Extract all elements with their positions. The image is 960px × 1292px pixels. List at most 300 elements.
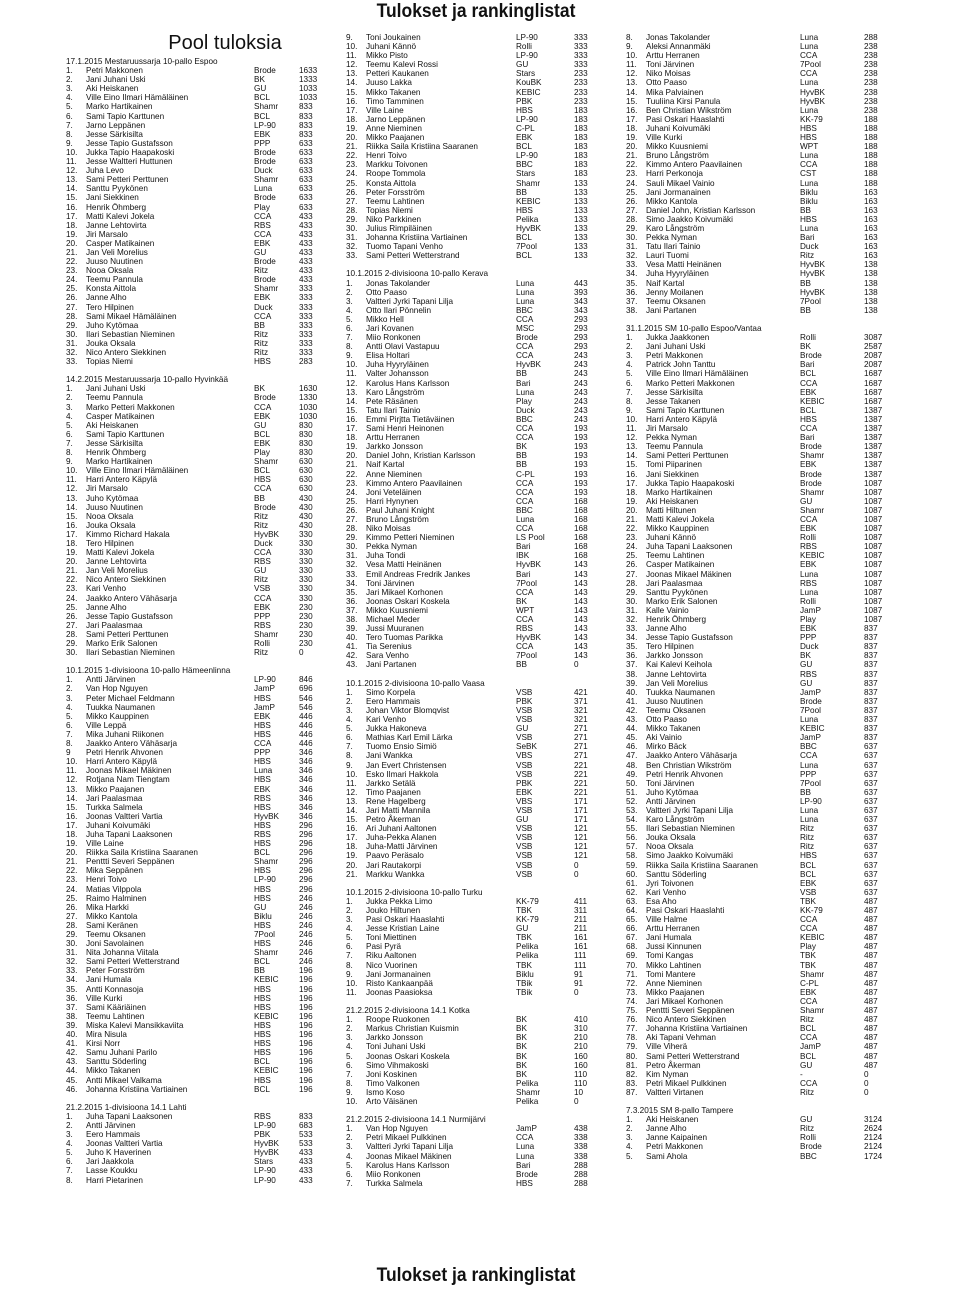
club: KEBIC xyxy=(516,196,541,206)
points: 487 xyxy=(864,951,878,961)
player-name: Antti Konnasoja xyxy=(86,984,144,994)
player-name: Riikka Saila Kristiina Saaranen xyxy=(646,860,758,870)
points: 230 xyxy=(299,639,313,648)
result-row xyxy=(66,230,336,239)
result-row xyxy=(66,821,336,830)
result-row xyxy=(626,1052,896,1061)
result-row xyxy=(346,60,616,69)
rank: 6. xyxy=(346,1169,353,1179)
result-row xyxy=(66,894,336,903)
rank: 68. xyxy=(626,942,638,952)
club: EBK xyxy=(800,524,817,534)
points: 230 xyxy=(299,620,313,630)
rank: 41. xyxy=(66,1039,78,1049)
points: 193 xyxy=(574,469,588,479)
rank: 11. xyxy=(626,60,637,70)
club: KEBIC xyxy=(254,1066,279,1076)
player-name: Aki Heiskanen xyxy=(646,496,699,506)
rank: 17. xyxy=(66,211,78,221)
points: 837 xyxy=(864,633,878,643)
club: Brode xyxy=(800,442,822,452)
club: BCL xyxy=(254,466,270,476)
rank: 15. xyxy=(346,87,358,97)
club: Luna xyxy=(516,387,535,397)
club: 7Pool xyxy=(516,242,537,252)
club: HBS xyxy=(800,123,817,133)
rank: 24. xyxy=(626,178,638,188)
rank: 33. xyxy=(66,966,78,976)
points: 837 xyxy=(864,705,878,715)
club: Biklu xyxy=(254,911,272,921)
points: 837 xyxy=(864,724,878,734)
points: 330 xyxy=(299,529,313,539)
result-row xyxy=(346,942,616,951)
rank: 1. xyxy=(66,675,73,685)
club: KEBIC xyxy=(800,396,825,406)
points: 288 xyxy=(574,1160,588,1170)
points: 0 xyxy=(574,869,579,879)
rank: 28. xyxy=(66,311,78,321)
result-row xyxy=(626,406,896,415)
player-name: Henrik Öhmberg xyxy=(646,615,707,624)
club: Shamr xyxy=(254,102,279,112)
result-row xyxy=(66,393,336,402)
player-name: Juho Kytömaa xyxy=(86,493,139,503)
player-name: Anne Nieminen xyxy=(366,123,422,133)
club: Biklu xyxy=(800,187,818,197)
rank: 36. xyxy=(66,993,78,1003)
club: Ritz xyxy=(254,511,269,521)
rank: 24. xyxy=(346,169,358,179)
result-row xyxy=(66,357,336,366)
player-name: Henrik Öhmberg xyxy=(86,448,147,458)
player-name: Kari Venho xyxy=(646,887,687,897)
rank: 4. xyxy=(66,702,73,712)
result-row xyxy=(66,557,336,566)
result-row xyxy=(66,312,336,321)
points: 487 xyxy=(864,996,878,1006)
rank: 26. xyxy=(346,505,358,515)
rank: 37. xyxy=(346,605,358,615)
result-row xyxy=(346,551,616,560)
player-name: Bruno Långström xyxy=(366,514,429,524)
result-row xyxy=(66,75,336,84)
player-name: Mikko Takanen xyxy=(366,87,421,97)
player-name: Juhani Koivumäki xyxy=(646,123,711,133)
rank: 21. xyxy=(66,857,78,867)
rank: 5. xyxy=(346,724,353,734)
result-row xyxy=(66,1030,336,1039)
points: 193 xyxy=(574,451,588,461)
rank: 19. xyxy=(346,123,358,133)
player-name: Kari Venho xyxy=(366,715,407,725)
player-name: Petri Makkonen xyxy=(646,351,703,361)
result-row xyxy=(346,1097,616,1106)
points: 321 xyxy=(574,715,588,725)
result-row xyxy=(346,242,616,251)
result-row xyxy=(346,451,616,460)
player-name: Jesse Särkisilta xyxy=(86,438,143,448)
player-name: Emmi Pirjtta Tietäväinen xyxy=(366,414,455,424)
club: CCA xyxy=(516,342,534,352)
player-name: Tuomo Tapani Venho xyxy=(366,242,443,252)
player-name: Valtteri Jyrki Tapani Lilja xyxy=(646,805,734,815)
rank: 33. xyxy=(626,624,638,634)
club: BBC xyxy=(800,1151,817,1161)
points: 487 xyxy=(864,915,878,925)
result-row xyxy=(626,424,896,433)
points: 168 xyxy=(574,505,588,515)
points: 143 xyxy=(574,605,588,615)
rank: 38. xyxy=(626,669,638,679)
player-name: Jouka Oksala xyxy=(86,338,136,348)
club: Bari xyxy=(516,542,531,552)
result-row xyxy=(66,403,336,412)
result-row xyxy=(346,1088,616,1097)
rank: 4. xyxy=(66,1139,73,1149)
rank: 32. xyxy=(66,348,78,357)
result-row xyxy=(626,333,896,342)
rank: 3. xyxy=(626,351,633,361)
player-name: Penttti Severi Seppänen xyxy=(646,1006,735,1016)
club: TBik xyxy=(516,987,533,997)
result-row xyxy=(346,933,616,942)
points: 330 xyxy=(299,575,313,585)
player-name: Jesse Särkisilta xyxy=(646,387,703,397)
player-name: Miska Kalevi Mansikkaviita xyxy=(86,1020,184,1030)
player-name: Ilari Sebastian Nieminen xyxy=(646,824,735,834)
rank: 6. xyxy=(66,1157,73,1167)
points: 238 xyxy=(864,69,878,79)
rank: 51. xyxy=(626,787,638,797)
points: 183 xyxy=(574,114,588,124)
rank: 24. xyxy=(346,487,358,497)
rank: 7. xyxy=(346,1069,353,1079)
club: HBS xyxy=(800,414,817,424)
club: Play xyxy=(516,396,532,406)
results-column-left xyxy=(66,57,336,1185)
club: EBK xyxy=(254,293,271,303)
points: 830 xyxy=(299,438,313,448)
player-name: Valter Johansson xyxy=(366,369,429,379)
player-name: Juuso Nuutinen xyxy=(86,257,143,267)
result-row xyxy=(346,1015,616,1024)
points: 487 xyxy=(864,960,878,970)
rank: 80. xyxy=(626,1051,638,1061)
result-row xyxy=(346,415,616,424)
rank: 12. xyxy=(66,166,78,176)
points: 133 xyxy=(574,205,588,215)
points: 271 xyxy=(574,724,588,734)
club: Ritz xyxy=(254,575,269,585)
rank: 20. xyxy=(626,505,638,515)
player-name: Janne Alho xyxy=(646,1124,687,1134)
player-name: Marko Hartikainen xyxy=(86,457,153,467)
rank: 28. xyxy=(346,524,358,534)
result-row xyxy=(626,306,896,315)
club: Luna xyxy=(800,223,819,233)
club: BBC xyxy=(516,505,533,515)
player-name: Anne Nieminen xyxy=(366,469,422,479)
result-row xyxy=(66,484,336,493)
player-name: Nooa Oksala xyxy=(646,842,694,852)
club: 7Pool xyxy=(254,930,275,939)
player-name: Jarkko Jonsson xyxy=(646,651,703,661)
club: EBK xyxy=(254,411,271,421)
result-row xyxy=(66,1166,336,1175)
rank: 14. xyxy=(346,396,358,406)
player-name: Mikko Paajanen xyxy=(86,784,145,794)
rank: 7. xyxy=(346,742,353,752)
player-name: Joonas Oskari Koskela xyxy=(366,596,450,606)
result-row xyxy=(626,88,896,97)
rank: 2. xyxy=(346,1024,353,1034)
player-name: Lasse Koukku xyxy=(86,1166,138,1176)
rank: 11. xyxy=(346,51,357,61)
player-name: Teemu Lahtinen xyxy=(86,1011,145,1021)
player-name: Sami Tapio Karttunen xyxy=(646,405,725,415)
points: 433 xyxy=(299,238,313,248)
club: RBS xyxy=(254,620,271,630)
club: BK xyxy=(516,1042,527,1052)
club: HyvBK xyxy=(800,260,826,270)
result-row xyxy=(626,815,896,824)
result-row xyxy=(66,812,336,821)
result-row xyxy=(66,1139,336,1148)
points: 168 xyxy=(574,514,588,524)
rank: 8. xyxy=(346,342,353,352)
points: 121 xyxy=(574,842,588,852)
rank: 5. xyxy=(66,1148,73,1158)
result-row xyxy=(346,770,616,779)
player-name: Teemu Pannula xyxy=(646,442,703,452)
points: 430 xyxy=(299,511,313,521)
club: VSB xyxy=(516,833,533,843)
result-row xyxy=(66,466,336,475)
rank: 24. xyxy=(66,275,78,285)
club: LP-90 xyxy=(254,1166,276,1176)
club: Luna xyxy=(516,278,535,288)
club: HBS xyxy=(516,105,533,115)
club: EBK xyxy=(254,784,271,794)
player-name: Tomi Mantere xyxy=(646,969,696,979)
player-name: Ben Christian Wikström xyxy=(646,105,732,115)
player-name: Jani Juhani Uski xyxy=(86,384,146,394)
club: - xyxy=(800,1069,803,1079)
player-name: Jarkko Jonsson xyxy=(366,1033,423,1043)
points: 637 xyxy=(864,742,878,752)
player-name: Turkka Salmela xyxy=(366,1178,423,1188)
points: 238 xyxy=(864,60,878,70)
result-row xyxy=(626,915,896,924)
player-name: Kirsi Norr xyxy=(86,1039,121,1049)
results-column-right xyxy=(626,33,896,1161)
club: Bari xyxy=(516,378,531,388)
rank: 27. xyxy=(346,196,358,206)
player-name: Pasi Oskari Haaslahti xyxy=(646,114,725,124)
player-name: Tuuliina Kirsi Panula xyxy=(646,96,721,106)
result-row xyxy=(626,188,896,197)
rank: 78. xyxy=(626,1033,638,1043)
rank: 7. xyxy=(66,438,73,448)
rank: 7. xyxy=(66,729,73,739)
points: 196 xyxy=(299,1039,313,1049)
result-row xyxy=(626,479,896,488)
rank: 55. xyxy=(626,824,638,834)
player-name: Jukka Tapio Haapakoski xyxy=(86,147,175,157)
result-row xyxy=(66,575,336,584)
points: 1033 xyxy=(299,93,318,103)
result-row xyxy=(66,603,336,612)
rank: 24. xyxy=(626,542,638,552)
result-row xyxy=(626,488,896,497)
player-name: Roope Tommola xyxy=(366,169,426,179)
result-row xyxy=(346,42,616,51)
club: TBik xyxy=(516,978,533,988)
player-name: Mikko Takanen xyxy=(86,1066,141,1076)
result-row xyxy=(346,224,616,233)
rank: 14. xyxy=(346,805,358,815)
player-name: Joonas Paasioksa xyxy=(366,987,433,997)
result-row xyxy=(626,806,896,815)
rank: 5. xyxy=(66,420,73,430)
result-row xyxy=(626,260,896,269)
rank: 6. xyxy=(346,324,353,333)
rank: 50. xyxy=(626,778,638,788)
page-title: Pool tuloksia xyxy=(168,32,282,54)
club: HBS xyxy=(254,729,271,739)
player-name: Paul Juhani Knight xyxy=(366,505,435,515)
points: 110 xyxy=(574,1069,588,1079)
club: HBS xyxy=(800,214,817,224)
points: 1030 xyxy=(299,402,318,412)
points: 163 xyxy=(864,196,878,206)
player-name: Lauri Tuomi xyxy=(646,251,689,261)
result-row xyxy=(346,133,616,142)
points: 143 xyxy=(574,615,588,624)
player-name: Jonas Takolander xyxy=(646,33,711,42)
points: 163 xyxy=(864,233,878,243)
rank: 13. xyxy=(66,175,78,185)
points: 833 xyxy=(299,129,313,139)
points: 333 xyxy=(574,51,588,61)
player-name: Juuso Lakka xyxy=(366,78,412,88)
points: 243 xyxy=(574,378,588,388)
player-name: Rotjana Nam Tiengtam xyxy=(86,775,170,785)
points: 183 xyxy=(574,160,588,170)
club: BB xyxy=(516,451,527,461)
player-name: Mikko Hell xyxy=(366,314,404,324)
result-row xyxy=(626,642,896,651)
result-row xyxy=(66,1176,336,1185)
club: Luna xyxy=(800,569,819,579)
club: Ritz xyxy=(254,266,269,276)
result-row xyxy=(346,51,616,60)
result-row xyxy=(66,639,336,648)
points: 188 xyxy=(864,142,878,152)
result-row xyxy=(626,1024,896,1033)
points: 1087 xyxy=(864,505,883,515)
player-name: Pasi Pyrä xyxy=(366,942,402,952)
player-name: Ville Eino Ilmari Hämäläinen xyxy=(646,369,749,379)
club: BK xyxy=(516,1060,527,1070)
player-name: Janne Lehtovirta xyxy=(86,220,147,230)
club: BB xyxy=(516,660,527,670)
points: 243 xyxy=(574,387,588,397)
player-name: Riku Aaltonen xyxy=(366,951,417,961)
rank: 6. xyxy=(346,942,353,952)
club: Brode xyxy=(254,275,276,285)
result-row xyxy=(346,324,616,333)
club: HBS xyxy=(254,984,271,994)
player-name: Santtu Söderling xyxy=(646,869,707,879)
rank: 49. xyxy=(626,769,638,779)
club: HyvBK xyxy=(516,633,542,643)
points: 833 xyxy=(299,111,313,121)
player-name: Joni Savolainen xyxy=(86,939,144,949)
player-name: Mikko Kuusniemi xyxy=(646,142,708,152)
result-row xyxy=(626,497,896,506)
points: 246 xyxy=(299,920,313,930)
result-row xyxy=(626,824,896,833)
result-row xyxy=(346,369,616,378)
points: 2587 xyxy=(864,342,883,352)
club: CCA xyxy=(516,1133,534,1143)
result-row xyxy=(346,788,616,797)
points: 446 xyxy=(299,711,313,721)
rank: 23. xyxy=(66,875,78,885)
rank: 14. xyxy=(626,87,638,97)
player-name: Teemu Oksanen xyxy=(646,705,706,715)
club: PPP xyxy=(254,748,271,758)
player-name: Ville Laine xyxy=(366,105,404,115)
player-name: Jari Jaakkola xyxy=(86,1157,134,1167)
points: 196 xyxy=(299,993,313,1003)
player-name: Eero Hammais xyxy=(366,696,421,706)
points: 633 xyxy=(299,202,313,212)
player-name: Teemu Oksanen xyxy=(86,930,146,939)
result-row xyxy=(66,239,336,248)
player-name: Juha-Pekka Alanen xyxy=(366,833,437,843)
rank: 4. xyxy=(626,360,633,370)
result-row xyxy=(66,1112,336,1121)
rank: 81. xyxy=(626,1060,638,1070)
player-name: Markku Wankka xyxy=(366,869,425,879)
points: 168 xyxy=(574,551,588,561)
rank: 29. xyxy=(66,320,78,330)
rank: 19. xyxy=(346,851,358,861)
result-row xyxy=(66,439,336,448)
points: 133 xyxy=(574,251,588,261)
result-row xyxy=(346,479,616,488)
club: VBS xyxy=(516,751,533,761)
points: 271 xyxy=(574,742,588,752)
points: 433 xyxy=(299,211,313,221)
club: HBS xyxy=(254,893,271,903)
club: LP-90 xyxy=(254,1175,276,1185)
rank: 6. xyxy=(346,1060,353,1070)
points: 196 xyxy=(299,1011,313,1021)
result-row xyxy=(66,84,336,93)
club: Shamr xyxy=(516,1087,541,1097)
points: 271 xyxy=(574,751,588,761)
club: CCA xyxy=(800,751,818,761)
rank: 2. xyxy=(626,342,633,352)
result-row xyxy=(626,579,896,588)
points: 238 xyxy=(864,87,878,97)
rank: 12. xyxy=(626,433,638,443)
result-row xyxy=(66,1157,336,1166)
